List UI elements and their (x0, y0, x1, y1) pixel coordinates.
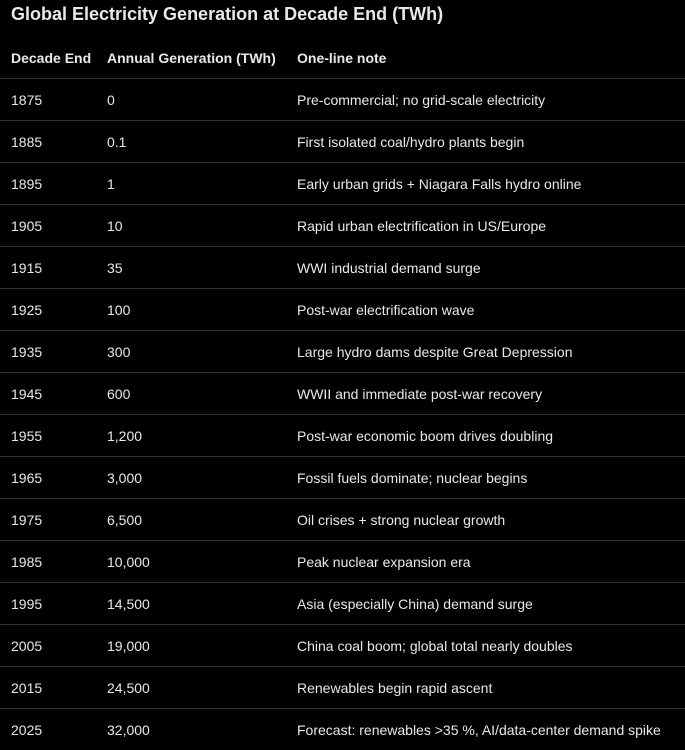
table-body (0, 79, 685, 750)
cell-annual-generation: 32,000 (96, 709, 286, 750)
cell-annual-generation: 1 (96, 163, 286, 205)
cell-annual-generation: 600 (96, 373, 286, 415)
cell-note: WWI industrial demand surge (286, 247, 685, 289)
cell-decade-end: 1915 (0, 247, 96, 289)
column-header-annual-generation: Annual Generation (TWh) (96, 37, 286, 79)
cell-decade-end: 2015 (0, 667, 96, 709)
data-table (0, 37, 685, 750)
table-row (0, 415, 685, 457)
cell-note: China coal boom; global total nearly doubles (286, 625, 685, 667)
cell-annual-generation: 1,200 (96, 415, 286, 457)
table-row (0, 541, 685, 583)
cell-annual-generation: 35 (96, 247, 286, 289)
table-row (0, 79, 685, 121)
cell-note: Peak nuclear expansion era (286, 541, 685, 583)
header-row (0, 37, 685, 79)
cell-note: Oil crises + strong nuclear growth (286, 499, 685, 541)
table-row (0, 499, 685, 541)
cell-annual-generation: 24,500 (96, 667, 286, 709)
cell-annual-generation: 0.1 (96, 121, 286, 163)
cell-decade-end: 1985 (0, 541, 96, 583)
cell-decade-end: 1935 (0, 331, 96, 373)
cell-decade-end: 1885 (0, 121, 96, 163)
cell-decade-end: 1905 (0, 205, 96, 247)
table-row (0, 667, 685, 709)
cell-note: Early urban grids + Niagara Falls hydro online (286, 163, 685, 205)
cell-note: Forecast: renewables >35 %, AI/data-center demand spike (286, 709, 685, 750)
table-row (0, 625, 685, 667)
cell-decade-end: 1965 (0, 457, 96, 499)
cell-note: Large hydro dams despite Great Depression (286, 331, 685, 373)
cell-annual-generation: 19,000 (96, 625, 286, 667)
cell-annual-generation: 14,500 (96, 583, 286, 625)
cell-annual-generation: 100 (96, 289, 286, 331)
cell-annual-generation: 300 (96, 331, 286, 373)
cell-decade-end: 1975 (0, 499, 96, 541)
table-row (0, 247, 685, 289)
table-row (0, 457, 685, 499)
cell-annual-generation: 10,000 (96, 541, 286, 583)
table-row (0, 331, 685, 373)
cell-note: Post-war economic boom drives doubling (286, 415, 685, 457)
table-row (0, 121, 685, 163)
cell-decade-end: 1925 (0, 289, 96, 331)
cell-note: Post-war electrification wave (286, 289, 685, 331)
table-title: Global Electricity Generation at Decade End (TWh) (11, 3, 443, 25)
cell-annual-generation: 6,500 (96, 499, 286, 541)
cell-annual-generation: 10 (96, 205, 286, 247)
cell-note: First isolated coal/hydro plants begin (286, 121, 685, 163)
table-row (0, 373, 685, 415)
cell-note: WWII and immediate post-war recovery (286, 373, 685, 415)
cell-decade-end: 1895 (0, 163, 96, 205)
cell-decade-end: 1995 (0, 583, 96, 625)
table-row (0, 205, 685, 247)
cell-note: Renewables begin rapid ascent (286, 667, 685, 709)
cell-note: Asia (especially China) demand surge (286, 583, 685, 625)
cell-annual-generation: 0 (96, 79, 286, 121)
table-row (0, 583, 685, 625)
cell-note: Fossil fuels dominate; nuclear begins (286, 457, 685, 499)
cell-decade-end: 1945 (0, 373, 96, 415)
cell-decade-end: 1875 (0, 79, 96, 121)
column-header-note: One-line note (286, 37, 685, 79)
cell-annual-generation: 3,000 (96, 457, 286, 499)
table-row (0, 163, 685, 205)
cell-note: Pre-commercial; no grid-scale electricity (286, 79, 685, 121)
cell-decade-end: 2025 (0, 709, 96, 750)
table-row (0, 289, 685, 331)
cell-decade-end: 2005 (0, 625, 96, 667)
column-header-decade-end: Decade End (0, 37, 96, 79)
cell-note: Rapid urban electrification in US/Europe (286, 205, 685, 247)
cell-decade-end: 1955 (0, 415, 96, 457)
